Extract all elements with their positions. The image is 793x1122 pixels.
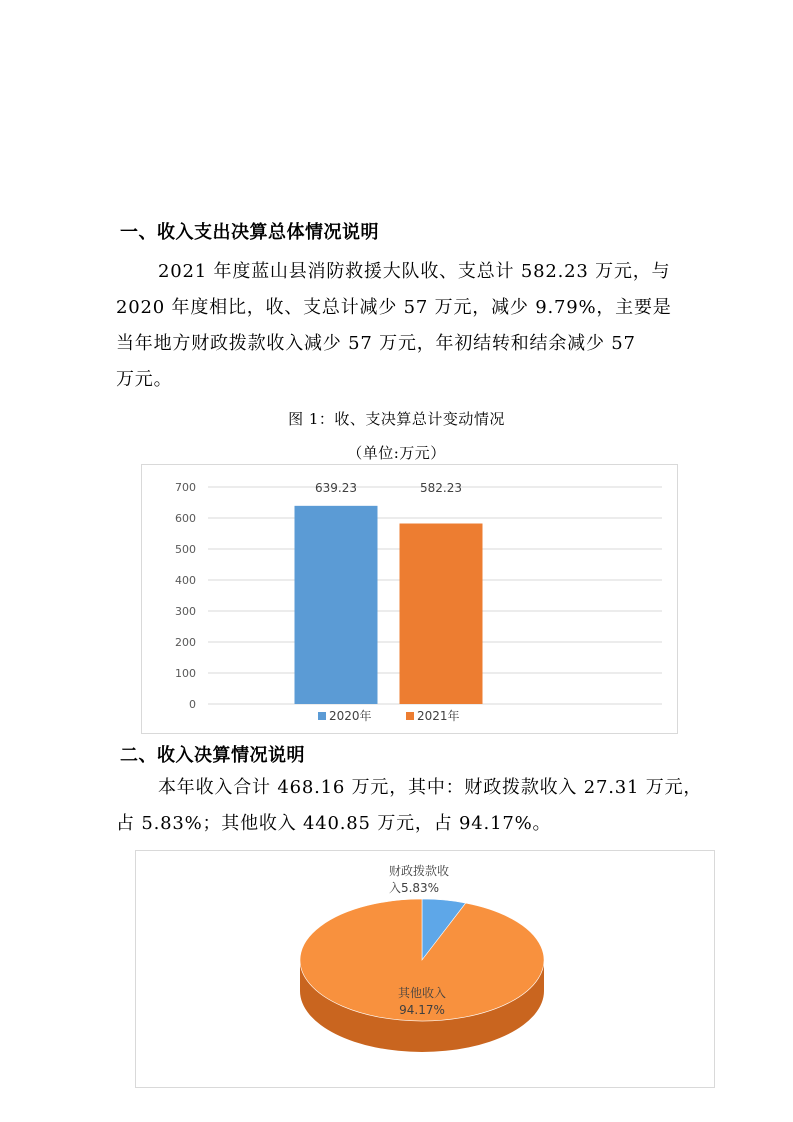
y-tick-label: 100 — [175, 667, 196, 680]
pie-label: 入5.83% — [388, 881, 440, 895]
y-tick-label: 0 — [189, 698, 196, 711]
bar-chart-container — [141, 464, 678, 734]
y-tick-label: 400 — [175, 574, 196, 587]
data-label: 639.23 — [315, 481, 357, 495]
bar — [295, 506, 378, 704]
bar — [400, 524, 483, 704]
paragraph-line: 本年收入合计 468.16 万元，其中：财政拨款收入 27.31 万元， — [158, 777, 703, 798]
section-2-paragraph — [116, 770, 716, 842]
y-tick-label: 500 — [175, 543, 196, 556]
figure-unit: （单位:万元） — [347, 444, 446, 462]
section-heading-1: 一、收入支出决算总体情况说明 — [120, 222, 379, 243]
y-tick-label: 600 — [175, 512, 196, 525]
legend-label: 2020年 — [329, 709, 372, 723]
legend-swatch — [406, 712, 414, 720]
y-tick-label: 700 — [175, 481, 196, 494]
y-tick-label: 300 — [175, 605, 196, 618]
paragraph-line: 占 5.83%；其他收入 440.85 万元，占 94.17%。 — [116, 813, 552, 834]
figure-title: 图 1：收、支决算总计变动情况 — [288, 410, 505, 428]
paragraph-line: 2021 年度蓝山县消防救援大队收、支总计 582.23 万元，与 — [158, 261, 671, 282]
y-tick-label: 200 — [175, 636, 196, 649]
legend-label: 2021年 — [417, 709, 460, 723]
pie-label: 财政拨款收 — [388, 864, 450, 878]
paragraph-line: 当年地方财政拨款收入减少 57 万元，年初结转和结余减少 57 — [116, 333, 636, 354]
data-label: 582.23 — [420, 481, 462, 495]
pie-chart-container — [135, 850, 715, 1088]
pie-label: 其他收入 — [397, 986, 447, 1000]
pie-chart — [136, 851, 714, 1087]
bar-chart — [142, 465, 677, 733]
section-1-paragraph — [116, 254, 716, 398]
legend-swatch — [318, 712, 326, 720]
paragraph-line: 2020 年度相比，收、支总计减少 57 万元，减少 9.79%，主要是 — [116, 297, 672, 318]
section-heading-2: 二、收入决算情况说明 — [120, 745, 305, 766]
pie-label: 94.17% — [399, 1003, 445, 1017]
paragraph-line: 万元。 — [116, 369, 173, 390]
